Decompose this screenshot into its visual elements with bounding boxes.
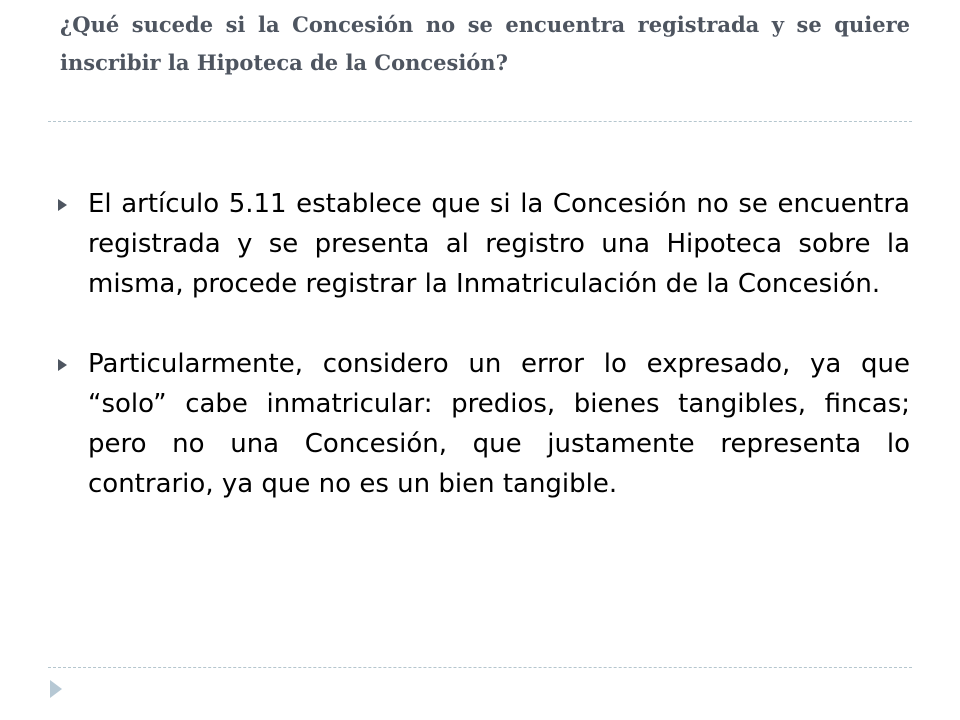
triangle-bullet-icon: [58, 359, 67, 371]
bullet-text: El artículo 5.11 establece que si la Concesión no se encuentra registrada y se presenta al registro una Hipoteca sobre la misma, procede registrar la Inmatriculación de la Concesión.: [88, 189, 910, 299]
title-divider: [48, 121, 912, 122]
bullet-text: Particularmente, considero un error lo expresado, ya que “solo” cabe inmatricular: predios, bienes tangibles, fincas; pero no una Concesión, que justamente representa lo contrario, ya que no es un bien tangible.: [88, 349, 910, 499]
footer-divider: [48, 667, 912, 668]
list-item: [58, 184, 910, 304]
bullet-list: [58, 184, 910, 544]
triangle-nav-icon: [50, 680, 62, 698]
list-item: [58, 344, 910, 504]
slide-title: ¿Qué sucede si la Concesión no se encuentra registrada y se quiere inscribir la Hipoteca de la Concesión?: [60, 12, 910, 75]
triangle-bullet-icon: [58, 199, 67, 211]
